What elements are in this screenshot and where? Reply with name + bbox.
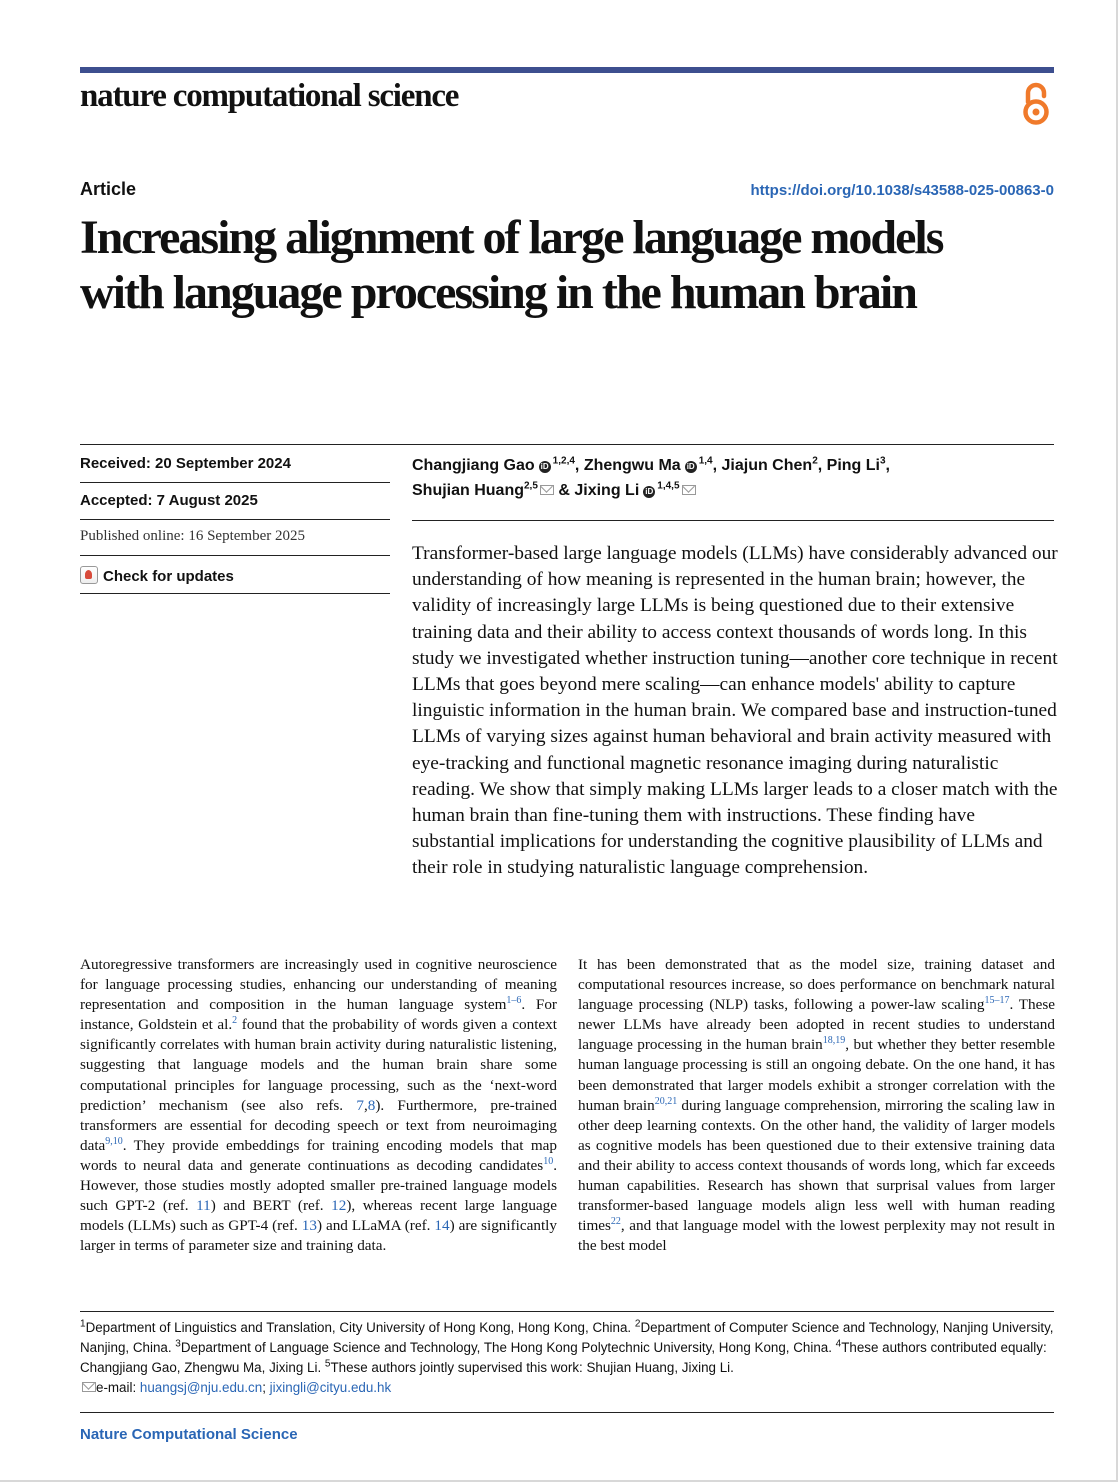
citation-link[interactable]: 14 xyxy=(434,1217,450,1235)
affiliation-number: 3 xyxy=(175,1338,181,1350)
check-updates-label: Check for updates xyxy=(103,568,234,585)
envelope-icon[interactable] xyxy=(682,485,696,495)
email-link[interactable]: jixingli@cityu.edu.hk xyxy=(269,1380,392,1395)
received-date: Received: 20 September 2024 xyxy=(80,455,291,472)
citation-ref[interactable]: 2 xyxy=(232,1015,238,1027)
meta-divider xyxy=(80,593,390,594)
envelope-icon xyxy=(82,1382,96,1392)
header-rule xyxy=(80,444,1054,445)
check-updates-icon xyxy=(80,566,98,584)
abstract: Transformer-based large language models (LLMs) have considerably advanced our understanding of how meaning is represented in the human brain; however, the validity of increasingly large LLMs is being questioned due to their extensive training data and their ability to access context thousands of words long. In this study we investigated whether instruction tuning—another core technique in recent LLMs that goes beyond mere scaling—can enhance models' ability to capture linguistic information in the human brain. We compared base and instruction-tuned LLMs of varying sizes against human behavioral and brain activity measured with eye-tracking and functional magnetic resonance imaging during naturalistic reading. We show that simply making LLMs larger leads to a closer match with the human brain than fine-tuning them with instructions. These finding have substantial implications for understanding the cognitive plausibility of LLMs and their role in studying naturalistic language comprehension. xyxy=(412,543,1058,879)
citation-ref[interactable]: 1–6 xyxy=(506,995,522,1007)
envelope-icon[interactable] xyxy=(540,485,554,495)
abstract-rule xyxy=(412,520,1054,521)
citation-ref[interactable]: 15–17 xyxy=(984,995,1010,1007)
footnote-rule xyxy=(80,1311,1054,1312)
published-date: Published online: 16 September 2025 xyxy=(80,528,305,544)
author-name[interactable]: Jiajun Chen xyxy=(721,457,813,474)
footer-rule xyxy=(80,1412,1054,1413)
orcid-icon[interactable]: iD xyxy=(686,462,695,471)
author-affiliation: 2,5 xyxy=(524,480,538,492)
check-updates-button[interactable] xyxy=(80,566,234,585)
citation-ref[interactable]: 9,10 xyxy=(105,1135,123,1147)
author-name[interactable]: Jixing Li xyxy=(574,482,640,499)
citation-ref[interactable]: 20,21 xyxy=(654,1095,678,1107)
affiliation-number: 5 xyxy=(324,1358,331,1370)
author-name[interactable]: Changjiang Gao xyxy=(412,457,535,474)
orcid-icon[interactable]: iD xyxy=(645,487,654,496)
orcid-icon[interactable]: iD xyxy=(540,462,549,471)
accepted-date: Accepted: 7 August 2025 xyxy=(80,492,258,509)
meta-divider xyxy=(80,555,390,556)
meta-divider xyxy=(80,482,390,483)
journal-name: nature computational science xyxy=(80,78,459,114)
author-affiliation: 2 xyxy=(812,455,818,467)
author-affiliation: 3 xyxy=(879,455,886,467)
meta-divider xyxy=(80,519,390,520)
doi-link[interactable]: https://doi.org/10.1038/s43588-025-00863-0 xyxy=(750,182,1054,199)
open-access-icon xyxy=(1018,80,1054,126)
article-title: Increasing alignment of large language models with language processing in the human brain xyxy=(80,211,943,319)
affiliations xyxy=(80,1318,1055,1398)
author-affiliation: 1,4,5 xyxy=(657,480,680,492)
citation-link[interactable]: 7 xyxy=(356,1096,364,1114)
citation-ref[interactable]: 18,19 xyxy=(822,1035,846,1047)
author-name[interactable]: Ping Li xyxy=(826,457,880,474)
affiliation-number: 2 xyxy=(634,1318,641,1330)
email-link[interactable]: huangsj@nju.edu.cn xyxy=(139,1380,263,1395)
citation-link[interactable]: 8 xyxy=(367,1096,376,1114)
affiliation-number: 1 xyxy=(80,1318,86,1330)
email-line: e-mail: huangsj@nju.edu.cn; jixingli@cityu.edu.hk xyxy=(80,1378,1055,1398)
journal-header-bar xyxy=(80,67,1054,73)
affiliation-number: 4 xyxy=(835,1338,842,1350)
footer-journal-name: Nature Computational Science xyxy=(80,1426,298,1443)
body-column-left: Autoregressive transformers are increasingly used in cognitive neuroscience for language processing studies, enhancing our understanding of meaning representation and composition in the human language system$^{1-6}$. For instance, Goldstein et al.$^2$ found that the probability of words given a context significantly correlates with human brain activity during naturalistic listening, suggesting that language models and the human brain share some computational principles for language processing, such as the ‘next-word prediction’ mechanism (see also refs. 7,8). Furthermore, pre-trained transformers are essential for decoding speech or text from neuroimaging data$^{9,10}$. They provide embeddings for training encoding models that map words to neural data and generate continuations as decoding candidates$^{10}$. However, those studies mostly adopted smaller pre-trained language models such GPT-2 (ref. 11) and BERT (ref. 12), whereas recent large language models (LLMs) such as GPT-4 (ref. 13) and LLaMA (ref. 14) are significantly larger in terms of parameter size and training data. xyxy=(80,956,557,1255)
affiliation-text: $^1$Department of Linguistics and Translation, City University of Hong Kong, Hong Kong, China. $^2$Department of Computer Science and Technology, Nanjing University, Nanjing, China. $^3$Department of Language Science and Technology, The Hong Kong Polytechnic University, Hong Kong, China. $^4$These authors contributed equally: Changjiang Gao, Zhengwu Ma, Jixing Li. $^5$These authors jointly supervised this work: Shujian Huang, Jixing Li. xyxy=(80,1318,1054,1375)
email-label: e-mail: xyxy=(96,1380,140,1395)
citation-ref[interactable]: 22 xyxy=(610,1216,621,1228)
citation-link[interactable]: 12 xyxy=(331,1197,347,1215)
author-affiliation: 1,2,4 xyxy=(552,455,575,467)
citation-link[interactable]: 11 xyxy=(196,1197,211,1215)
body-column-right: It has been demonstrated that as the model size, training dataset and computational resources increase, so does performance on benchmark natural language processing (NLP) tasks, following a power-law scaling$^{15-17}$. These newer LLMs have already been adopted in recent studies to understand language processing in the human brain$^{18,19}$, but whether they better resemble human language processing is still an ongoing debate. On the one hand, it has been demonstrated that larger models exhibit a stronger correlation with the human brain$^{20,21}$ during language comprehension, mirroring the scaling law in other deep learning contexts. On the other hand, the validity of larger models as cognitive models has been questioned due to their extensive training data and their ability to access context thousands of words long, which far exceeds human capabilities. Research has shown that surprisal values from larger transformer-based language models align less well with human reading times$^{22}$, and that language model with the lowest perplexity may not result in the best model xyxy=(578,956,1055,1255)
citation-link[interactable]: 13 xyxy=(301,1217,317,1235)
citation-ref[interactable]: 10 xyxy=(543,1155,554,1167)
author-name[interactable]: Shujian Huang xyxy=(412,482,524,499)
author-list: Changjiang Gao iD $^{1,2,4}$, Zhengwu Ma iD $^{1,4}$, Jiajun Chen$^2$, Ping Li$^3$, Shujian Huang$^{2,5}$ & Jixing Li iD $^{1,4,5}$ xyxy=(412,455,890,499)
author-name[interactable]: Zhengwu Ma xyxy=(583,457,681,474)
author-affiliation: 1,4 xyxy=(698,455,713,467)
article-type: Article xyxy=(80,179,137,199)
